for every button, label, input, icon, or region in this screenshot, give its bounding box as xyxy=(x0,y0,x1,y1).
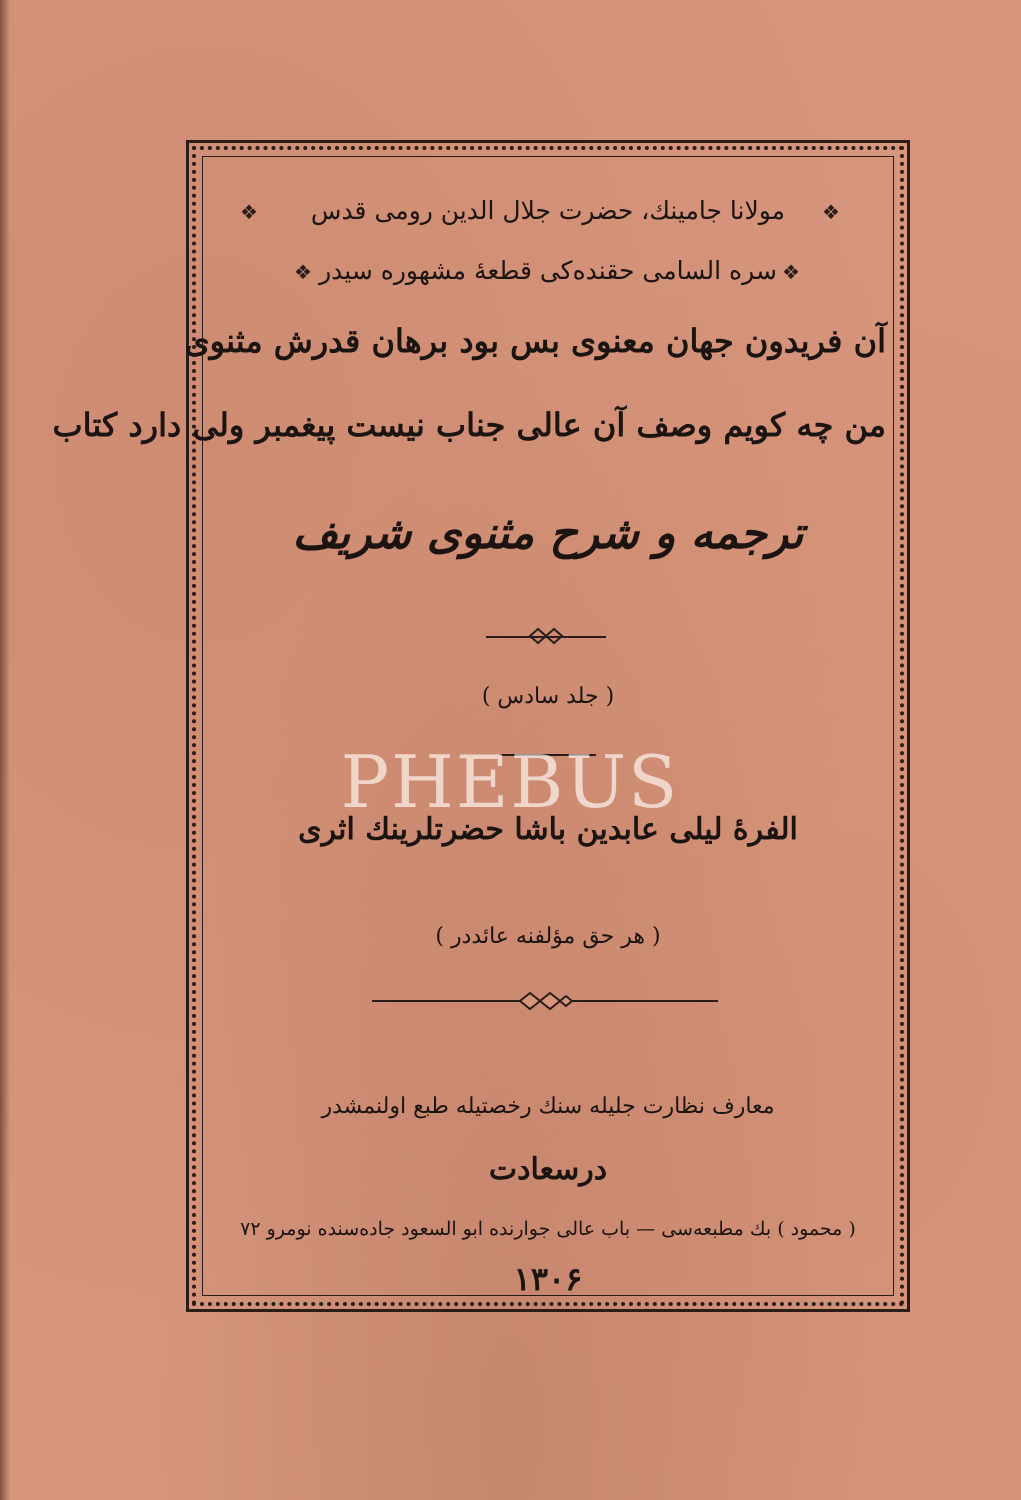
spine-shadow xyxy=(0,0,10,1500)
ornament-bullet-right-2: ❖ xyxy=(782,260,800,284)
watermark: PHEBUS xyxy=(340,740,680,824)
printer-imprint: ( محمود ) بك مطبعه‌سی — باب عالی جوارنده ابو السعود جاده‌سنده نومرو ۷۲ xyxy=(240,1218,856,1240)
publication-place: درسعادت xyxy=(488,1152,608,1187)
ornament-bullet-right-1: ❖ xyxy=(822,200,840,224)
header-line-1: مولانا جامینك، حضرت جلال الدین رومی قدس xyxy=(310,196,786,225)
couplet-line-1: آن فریدون جهان معنوی بس بود برهان قدرش مثنوی xyxy=(184,322,886,360)
ornament-bullet-left-1: ❖ xyxy=(240,200,258,224)
couplet-line-2: من چه کویم وصف آن عالی جناب نیست پیغمبر ولی دارد کتاب xyxy=(52,406,886,444)
ornament-bullet-left-2: ❖ xyxy=(294,260,312,284)
divider-ornament-2 xyxy=(518,990,574,1012)
author-line: الفرهٔ لیلی عابدین باشا حضرتلرینك اثری xyxy=(298,812,798,847)
publication-year: ۱۳۰۶ xyxy=(513,1260,583,1298)
volume-label: ( جلد سادس ) xyxy=(481,684,615,709)
ministry-permission: معارف نظارت جلیله سنك رخصتیله طبع اولنمشدر xyxy=(321,1094,775,1119)
divider-ornament-1 xyxy=(528,626,564,646)
header-line-2: سره السامی حقنده‌کی قطعهٔ مشهوره سیدر xyxy=(319,256,777,285)
rights-notice: ( هر حق مؤلفنه عائددر ) xyxy=(435,924,661,949)
book-title: ترجمه و شرح مثنوی شریف xyxy=(292,508,804,559)
